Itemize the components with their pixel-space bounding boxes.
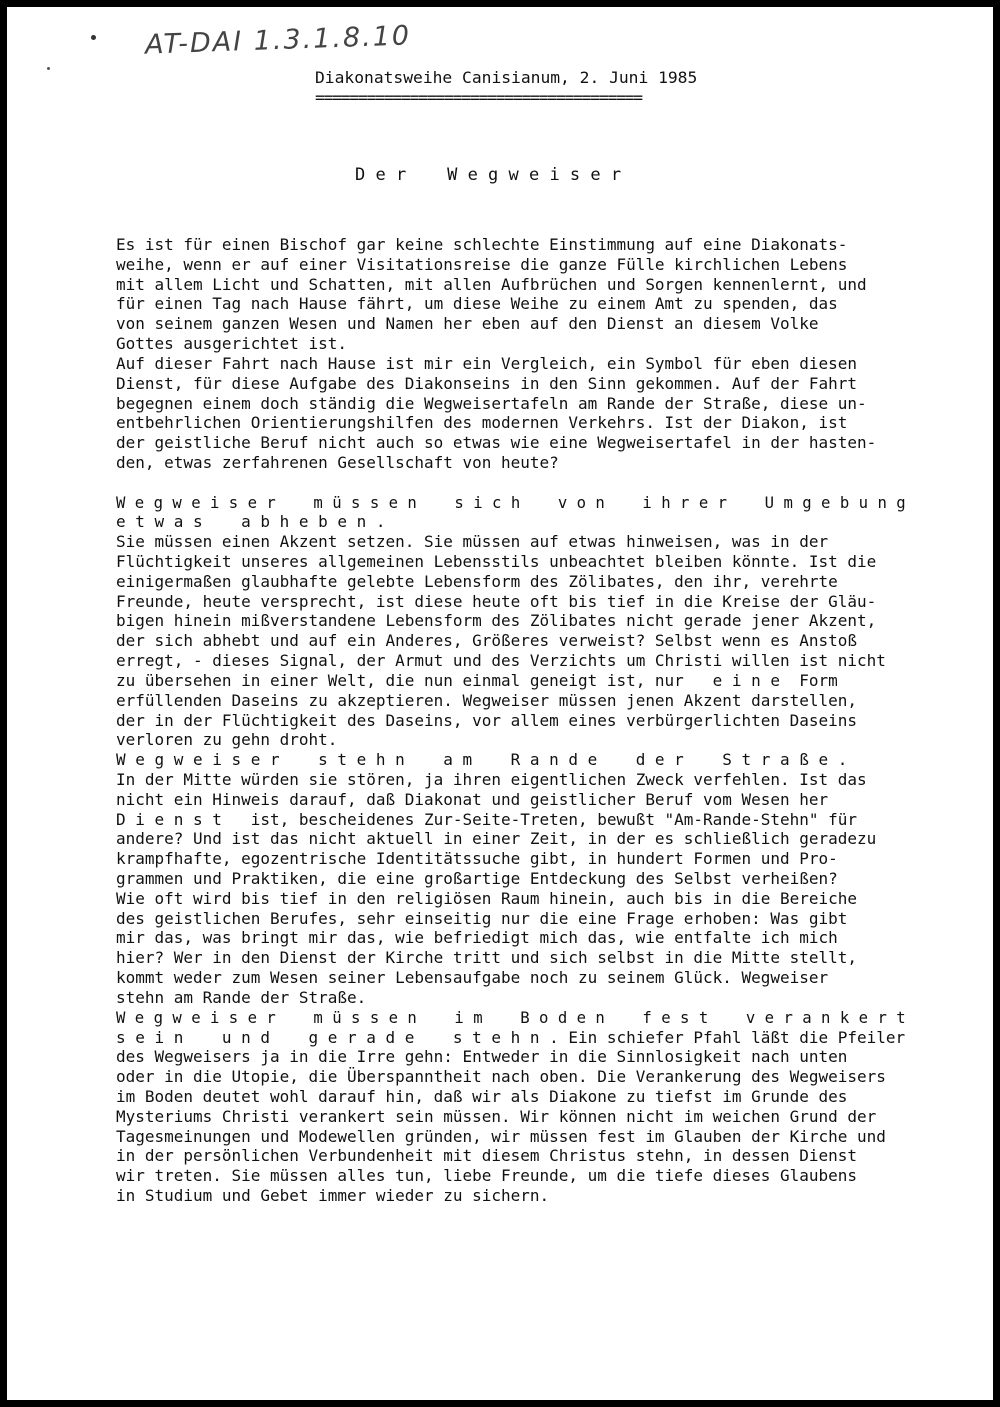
- body-line: bigen hinein mißverstandene Lebensform des Zölibates nicht gerade jener Akzent,: [116, 611, 877, 631]
- header-underline: ======================================: [315, 88, 642, 107]
- body-line: der in der Flüchtigkeit des Daseins, vor allem eines verbürgerlichten Daseins: [116, 710, 858, 730]
- body-line: der geistliche Beruf nicht auch so etwas wie eine Wegweisertafel in der hasten-: [116, 433, 877, 453]
- body-line: erfüllenden Daseins zu akzeptieren. Wegweiser müssen jenen Akzent darstellen,: [116, 690, 858, 710]
- body-line: In der Mitte würden sie stören, ja ihren eigentlichen Zweck verfehlen. Ist das: [116, 769, 867, 789]
- body-line: entbehrlichen Orientierungshilfen des modernen Verkehrs. Ist der Diakon, ist: [116, 413, 848, 433]
- body-line: andere? Und ist das nicht aktuell in einer Zeit, in der es schließlich geradezu: [116, 829, 877, 849]
- body-line: Freunde, heute versprecht, ist diese heute oft bis tief in die Kreise der Gläu-: [116, 591, 877, 611]
- body-line: stehn am Rande der Straße.: [116, 987, 367, 1007]
- body-line: Mysteriums Christi verankert sein müssen. Wir können nicht im weichen Grund der: [116, 1106, 877, 1126]
- body-line: den, etwas zerfahrenen Gesellschaft von heute?: [116, 452, 559, 472]
- section-heading: W e g w e i s e r m ü s s e n i m B o d e n f e s t v e r a n k e r t: [116, 1007, 906, 1027]
- body-line: nicht ein Hinweis darauf, daß Diakonat und geistlicher Beruf vom Wesen her: [116, 789, 829, 809]
- body-line: im Boden deutet wohl darauf hin, daß wir als Diakone zu tiefst im Grunde des: [116, 1086, 848, 1106]
- body-line: Sie müssen einen Akzent setzen. Sie müssen auf etwas hinweisen, was in der: [116, 532, 829, 552]
- body-line: des geistlichen Berufes, sehr einseitig nur die eine Frage erhoben: Was gibt: [116, 908, 848, 928]
- body-line: mit allem Licht und Schatten, mit allen Aufbrüchen und Sorgen kennenlernt, und: [116, 274, 867, 294]
- section-heading: s e i n u n d g e r a d e s t e h n . Ein schiefer Pfahl läßt die Pfeiler: [116, 1027, 906, 1047]
- body-line: Es ist für einen Bischof gar keine schlechte Einstimmung auf eine Diakonats-: [116, 235, 848, 254]
- blank-line: [116, 473, 906, 493]
- ink-dot: [47, 67, 50, 70]
- body-line: erregt, - dieses Signal, der Armut und des Verzichts um Christi willen ist nicht: [116, 651, 886, 671]
- body-line: begegnen einem doch ständig die Wegweisertafeln am Rande der Straße, diese un-: [116, 393, 867, 413]
- body-line: weihe, wenn er auf einer Visitationsreise die ganze Fülle kirchlichen Lebens: [116, 254, 848, 274]
- body-line: D i e n s t ist, bescheidenes Zur-Seite-Treten, bewußt "Am-Rande-Stehn" für: [116, 809, 858, 829]
- document-title: D e r W e g w e i s e r: [355, 165, 622, 185]
- body-line: oder in die Utopie, die Überspanntheit nach oben. Die Verankerung des Wegweisers: [116, 1067, 886, 1087]
- document-body: [116, 235, 916, 1206]
- header-line: Diakonatsweihe Canisianum, 2. Juni 1985: [315, 68, 698, 87]
- section-heading: e t w a s a b h e b e n .: [116, 512, 386, 532]
- document-page: [7, 7, 993, 1400]
- body-line: wir treten. Sie müssen alles tun, liebe Freunde, um die tiefe dieses Glaubens: [116, 1166, 858, 1186]
- body-line: der sich abhebt und auf ein Anderes, Größeres verweist? Selbst wenn es Anstoß: [116, 631, 858, 651]
- body-line: krampfhafte, egozentrische Identitätssuche gibt, in hundert Formen und Pro-: [116, 849, 838, 869]
- ink-dot: [91, 35, 96, 40]
- body-line: Wie oft wird bis tief in den religiösen Raum hinein, auch bis in die Bereiche: [116, 888, 858, 908]
- body-line: in der persönlichen Verbundenheit mit diesem Christus stehn, in dessen Dienst: [116, 1146, 858, 1166]
- body-line: hier? Wer in den Dienst der Kirche tritt und sich selbst in die Mitte stellt,: [116, 948, 858, 968]
- body-line: kommt weder zum Wesen seiner Lebensaufgabe noch zu seinem Glück. Wegweiser: [116, 968, 829, 988]
- body-line: verloren zu gehn droht.: [116, 730, 338, 750]
- body-line: grammen und Praktiken, die eine großartige Entdeckung des Selbst verheißen?: [116, 869, 838, 888]
- body-line: Tagesmeinungen und Modewellen gründen, wir müssen fest im Glauben der Kirche und: [116, 1126, 886, 1146]
- body-line: einigermaßen glaubhafte gelebte Lebensform des Zölibates, den ihr, verehrte: [116, 571, 838, 591]
- body-line: Dienst, für diese Aufgabe des Diakonseins in den Sinn gekommen. Auf der Fahrt: [116, 373, 858, 393]
- body-line: in Studium und Gebet immer wieder zu sichern.: [116, 1186, 550, 1205]
- body-line: des Wegweisers ja in die Irre gehn: Entweder in die Sinnlosigkeit nach unten: [116, 1047, 848, 1067]
- section-heading: W e g w e i s e r m ü s s e n s i c h v o n i h r e r U m g e b u n g: [116, 492, 906, 512]
- body-line: Gottes ausgerichtet ist.: [116, 334, 347, 354]
- body-line: mir das, was bringt mir das, wie befriedigt mich das, wie entfalte ich mich: [116, 928, 838, 948]
- archive-signature-handwritten: AT-DAI 1.3.1.8.10: [144, 20, 412, 61]
- body-line: für einen Tag nach Hause fährt, um diese Weihe zu einem Amt zu spenden, das: [116, 294, 838, 314]
- body-line: zu übersehen in einer Welt, die nun einmal geneigt ist, nur e i n e Form: [116, 670, 838, 690]
- body-line: von seinem ganzen Wesen und Namen her eben auf den Dienst an diesem Volke: [116, 314, 819, 334]
- body-line: Auf dieser Fahrt nach Hause ist mir ein Vergleich, ein Symbol für eben diesen: [116, 353, 858, 373]
- body-line: Flüchtigkeit unseres allgemeinen Lebensstils unbeachtet bleiben könnte. Ist die: [116, 552, 877, 571]
- section-heading: W e g w e i s e r s t e h n a m R a n d e d e r S t r a ß e .: [116, 750, 848, 770]
